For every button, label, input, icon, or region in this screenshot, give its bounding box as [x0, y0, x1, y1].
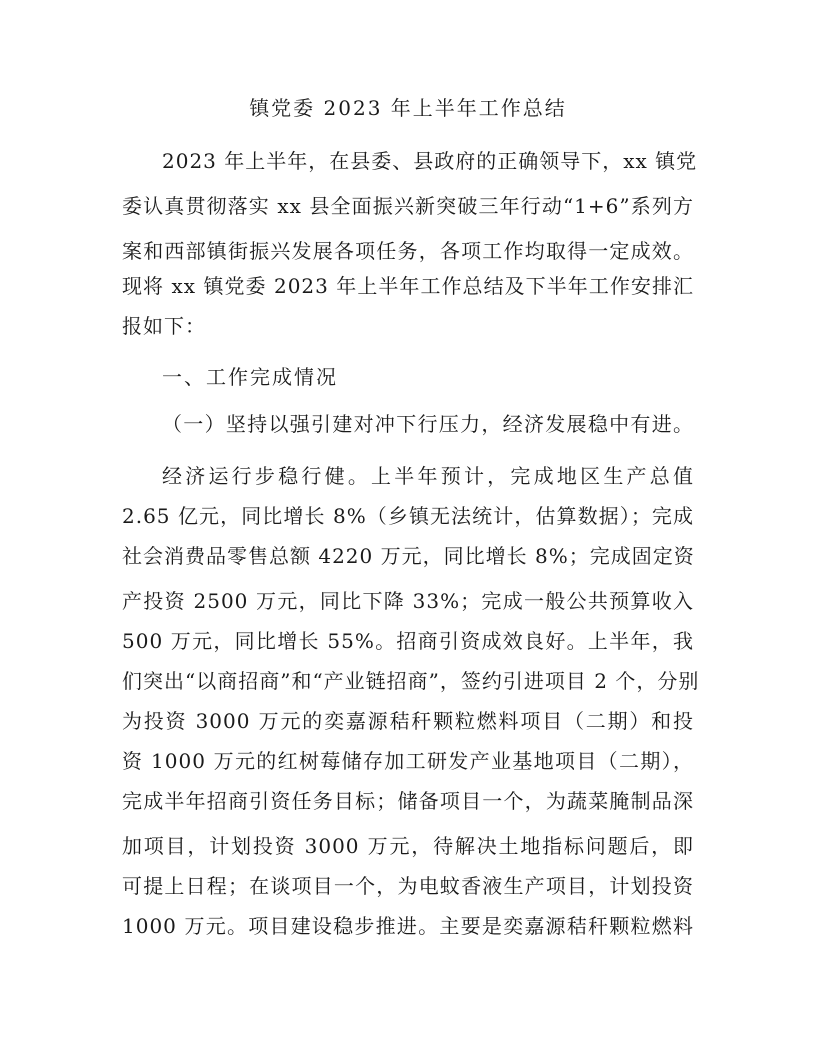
intro-line-4: 现将 xx 镇党委 2023 年上半年工作总结及下半年工作安排汇	[122, 274, 694, 298]
body-line-5: 500 万元，同比增长 55%。招商引资成效良好。上半年，我	[122, 629, 694, 653]
document-title: 镇党委 2023 年上半年工作总结	[249, 96, 567, 120]
body-line-12: 1000 万元。项目建设稳步推进。主要是奕嘉源秸秆颗粒燃料	[122, 914, 694, 938]
intro-line-5: 报如下：	[122, 314, 206, 338]
body-line-2: 2.65 亿元，同比增长 8%（乡镇无法统计，估算数据）；完成	[122, 504, 694, 528]
section-heading: 一、工作完成情况	[162, 365, 338, 389]
subsection-heading: （一）坚持以强引建对冲下行压力，经济发展稳中有进。	[162, 412, 694, 436]
intro-line-1: 2023 年上半年，在县委、县政府的正确领导下，xx 镇党	[162, 149, 698, 173]
body-line-3: 社会消费品零售总额 4220 万元，同比增长 8%；完成固定资	[122, 544, 695, 568]
body-line-4: 产投资 2500 万元，同比下降 33%；完成一般公共预算收入	[122, 589, 694, 613]
body-line-10: 加项目，计划投资 3000 万元，待解决土地指标问题后，即	[122, 834, 694, 858]
body-line-6: 们突出“以商招商”和“产业链招商”，签约引进项目 2 个，分别	[122, 669, 700, 693]
intro-line-2: 委认真贯彻落实 xx 县全面振兴新突破三年行动“1+6”系列方	[122, 194, 694, 218]
intro-line-3: 案和西部镇街振兴发展各项任务，各项工作均取得一定成效。	[122, 239, 694, 263]
body-line-11: 可提上日程；在谈项目一个，为电蚊香液生产项目，计划投资	[122, 874, 694, 898]
body-line-7: 为投资 3000 万元的奕嘉源秸秆颗粒燃料项目（二期）和投	[122, 709, 694, 733]
body-line-1: 经济运行步稳行健。上半年预计，完成地区生产总值	[162, 464, 694, 488]
body-line-8: 资 1000 万元的红树莓储存加工研发产业基地项目（二期），	[122, 749, 694, 773]
body-line-9: 完成半年招商引资任务目标；储备项目一个，为蔬菜腌制品深	[122, 789, 694, 813]
